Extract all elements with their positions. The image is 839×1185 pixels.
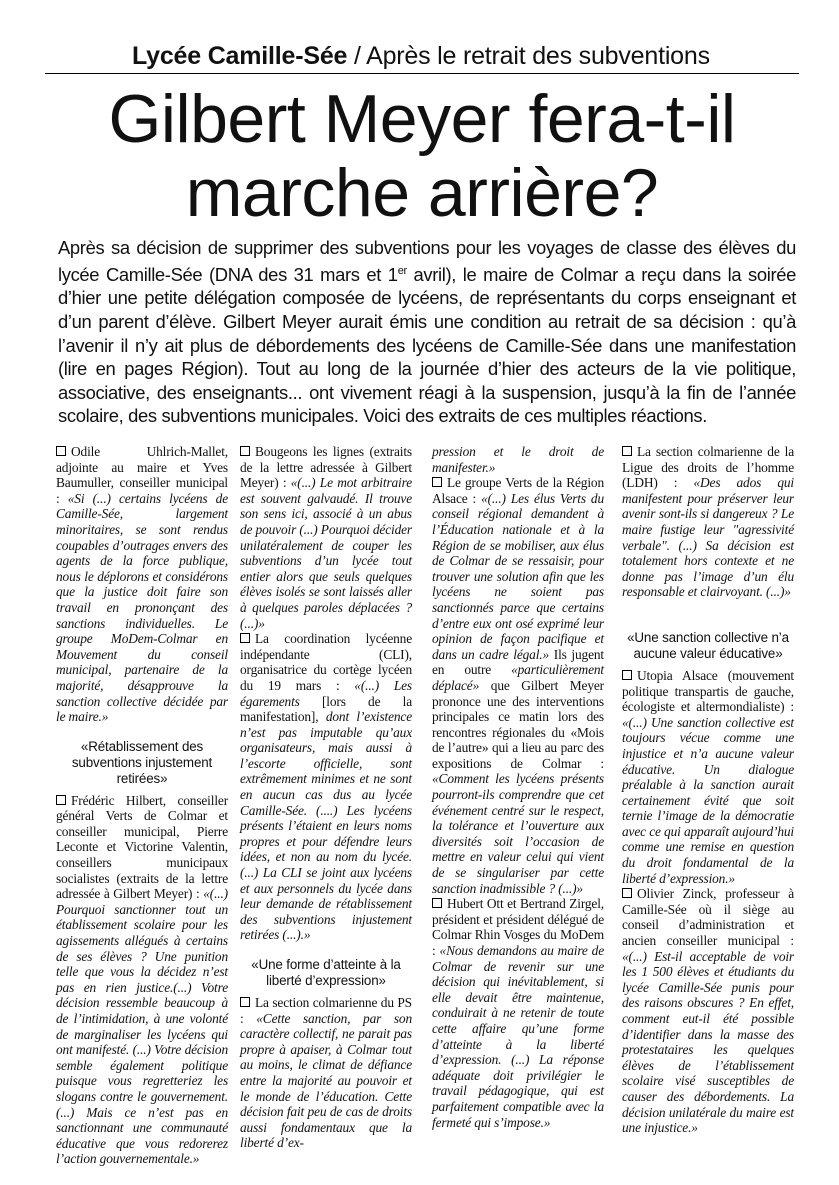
lead-text-2: avril), le maire de Colmar a reçu dans la soirée d’hier une petite délégation composée de lycéens, de représentants du corps enseignant et d’un parent d’élève. Gilbert Meyer aurait émis une condition au retrait de sa décision : qu’à l’avenir il n’y ait plus de débordements des lycéens de Camille-Sée dans une manifestation (lire en pages Région). Tout au long de la journée d’hier des acteurs de la vie politique, associative, des enseignants... ont vivement réagi à la suspension, jusqu’à la fin de l’année scolaire, des subventions municipales. Voici des extraits de ces multiples réactions.: [58, 263, 796, 427]
reaction-quote: «Cette sanction, par son caractère collectif, ne parait pas propre à apaiser, à Colmar tout au moins, le climat de défiance entre la majorité au pouvoir et le monde de l’éducation. Cette décision fait peu de cas de droits aussi fondamentaux que la liberté d’ex-: [240, 1010, 412, 1151]
bullet-box-icon: [622, 888, 632, 898]
reaction-paragraph: [432, 896, 604, 1130]
reaction-intro: Bougeons les lignes (extraits de la lettre adressée à Gilbert Meyer) :: [240, 444, 412, 491]
reaction-intro: Frédéric Hilbert, conseiller général Verts de Colmar et conseiller municipal, Pierre Leconte et Victorine Valentin, conseillers municipaux socialistes (extraits de la lettre adressée à Gilbert Meyer) :: [56, 792, 228, 902]
reaction-quote: «particulièrement déplacé»: [432, 662, 604, 693]
subheading: «Rétablissement des subventions injustement retirées»: [71, 738, 213, 786]
column-2: [240, 444, 412, 1151]
reaction-quote: «(...) Les élus Verts du conseil régional demandent à l’Éducation nationale et à la Région de se mobiliser, aux élus de Colmar de se ressaisir, pour trouver une solution afin que les lycéens ne soient pas sanctionnés parce que certains d’entre eux ont osé exprimé leur opinion de façon pacifique et dans un cadre légal.»: [432, 490, 605, 662]
reaction-quote: «Comment les lycéens présents pourront-ils comprendre que cet événement centré sur le respect, la tolérance et l’ouverture aux diversités soit l’occasion de mettre en valeur celui qui vient de se singulariser par cette sanction inadmissible ? (...)»: [432, 771, 604, 896]
reaction-quote: pression et le droit de manifester.»: [432, 444, 604, 475]
reaction-aside: [lors de la manifestation],: [240, 693, 412, 725]
subheading: «Une sanction collective n’a aucune valeur éducative»: [627, 629, 789, 661]
reaction-paragraph: [432, 475, 604, 896]
column-1: [56, 444, 228, 1167]
reaction-intro: Le groupe Verts de la Région Alsace :: [432, 475, 604, 506]
reaction-quote: dont l’existence n’est pas imputable qu’aux organisateurs, mais aussi à l’escorte officielle, sont extrêmement minimes et ne sont en aucun cas dus au lycée Camille-Sée. (....) Les lycéens présents l’étaient en leurs noms propres et pour défendre leurs idées, et non au nom du lycée. (...) La CLI se joint aux lycéens et aux personnels du lycée dans leur demande de rétablissement des subventions injustement retirées (...).»: [240, 709, 413, 943]
bullet-box-icon: [432, 477, 442, 487]
reaction-paragraph: [432, 444, 604, 475]
reaction-intro: La section colmarienne de la Ligue des droits de l’homme (LDH) :: [622, 444, 794, 491]
column-3: [432, 444, 604, 1130]
lead-paragraph: [58, 236, 796, 428]
column-4: [622, 444, 794, 1136]
reaction-quote: «Nous demandons au maire de Colmar de revenir sur une décision qui inévitablement, si elle devait être maintenue, conduirait à ne retenir de toute cette affaire qu’une forme d’atteinte à la liberté d’expression. (...) La réponse adéquate doit privilégier le travail pédagogique, qui est parfaitement compatible avec la fermeté qui s’impose.»: [432, 943, 604, 1130]
bullet-box-icon: [56, 446, 66, 456]
reaction-intro: La section colmarienne du PS :: [240, 995, 412, 1026]
reaction-text: que Gilbert Meyer prononce une des interventions principales ce matin lors des rencontres régionales du «Mois de l’autre» qui a lieu au parc des expositions de Colmar :: [432, 677, 604, 771]
bullet-box-icon: [56, 795, 66, 805]
kicker-topic: Après le retrait des subventions: [366, 42, 710, 70]
bullet-box-icon: [432, 898, 442, 908]
reaction-intro: Utopia Alsace (mouvement politique transpartis de gauche, écologiste et altermondialiste) :: [622, 667, 794, 715]
lead-text-1: Après sa décision de supprimer des subventions pour les voyages de classe des élèves du lycée Camille-Sée (DNA des 31 mars et 1: [58, 237, 796, 285]
bullet-box-icon: [622, 446, 632, 456]
lead-superscript: er: [397, 264, 407, 277]
reaction-paragraph: [56, 793, 228, 1167]
bullet-box-icon: [240, 633, 250, 643]
headline-line-1: Gilbert Meyer fera-t-il: [108, 81, 736, 157]
headline-line-2: marche arrière?: [185, 155, 659, 231]
reaction-quote: «(...) Une sanction collective est toujours vécue comme une injustice et n’a aucune valeur éducative. Un dialogue préalable à la sanction aurait certainement évité que soit ternie l’image de la démocratie avec ce qui apparaît aujourd’hui comme une remise en question du droit fondamental de la liberté d’expression.»: [622, 714, 794, 886]
reaction-quote: «(...) Est-il acceptable de voir les 1 500 élèves et étudiants du lycée Camille-Sée punis pour des raisons obscures ? En effet, comment eut-il été possible d’identifier dans la masse des protestataires les quelques élèves de l’établissement scolaire visé susceptibles de causer des débordements. La décision unilatérale du maire est une injustice.»: [622, 948, 794, 1136]
subheading: «Une forme d’atteinte à la liberté d’expression»: [251, 957, 401, 988]
reaction-paragraph: [240, 444, 412, 631]
reaction-paragraph: [622, 886, 794, 1136]
reaction-quote: «(...) Le mot arbitraire est souvent galvaudé. Il trouve son sens ici, associé à un abus de pouvoir (...) Pourquoi décider unilatéralement de couper les subventions d’un lycée tout entier alors que seuls quelques élèves isolés se sont laissés aller à quelques paroles déplacées ? (...)»: [240, 475, 412, 631]
bullet-box-icon: [240, 997, 250, 1007]
reaction-quote: «(...) Pourquoi sanctionner tout un établissement scolaire pour les agissements allégués à certains de ses élèves ? Une punition telle que vous la décidez n’est pas en rien justice.(...) Votre décision ressemble beaucoup à de l’intimidation, à une volonté de marginaliser les lycéens qui ont manifesté. (...) Votre décision semble également politique puisque vous regretteriez les slogans contre le gouvernement. (...) Mais ce n’est pas en sanctionnant une communauté éducative que vous redorerez l’action gouvernementale.»: [56, 886, 228, 1167]
reaction-paragraph: [622, 444, 794, 600]
reaction-intro: La coordination lycéenne indépendante (CLI), organisatrice du cortège lycéen du 19 mars :: [240, 631, 412, 693]
reaction-paragraph: [240, 631, 412, 943]
reaction-quote: «Si (...) certains lycéens de Camille-Sée, largement minoritaires, se sont rendus coupables d’outrages envers des agents de la force publique, nous le déplorons et considérons que la justice doit faire son travail en prononçant des sanctions individuelles. Le groupe MoDem-Colmar en Mouvement du conseil municipal, partenaire de la majorité, désapprouve la sanction collective décidée par le maire.»: [56, 490, 228, 725]
header-rule: [45, 73, 799, 74]
reaction-intro: Olivier Zinck, professeur à Camille-Sée où il siège au conseil d’administration et ancien conseiller municipal :: [622, 886, 794, 949]
bullet-box-icon: [622, 670, 632, 680]
reaction-text: Ils jugent en outre: [432, 646, 605, 678]
reaction-quote: «(...) Les égarements: [240, 677, 412, 709]
section-kicker: [132, 40, 710, 72]
kicker-separator: /: [347, 42, 367, 70]
reaction-intro: Odile Uhlrich-Mallet, adjointe au maire et Yves Baumuller, conseiller municipal :: [56, 444, 228, 506]
reaction-quote: «Des ados qui manifestent pour préserver leur avenir sont-ils si dangereux ? Le maire fustige leur "agressivité verbale". (...) Sa décision est totalement hors contexte et ne donne pas l’image d’un élu responsable et clairvoyant. (...)»: [622, 475, 794, 600]
headline: [45, 82, 799, 230]
reaction-intro: Hubert Ott et Bertrand Zirgel, président et président délégué de Colmar Rhin Vosges du MoDem :: [432, 896, 604, 958]
reaction-paragraph: [240, 995, 412, 1151]
bullet-box-icon: [240, 446, 250, 456]
kicker-section: Lycée Camille-Sée: [132, 42, 348, 70]
reaction-paragraph: [622, 668, 794, 886]
reaction-paragraph: [56, 444, 228, 725]
